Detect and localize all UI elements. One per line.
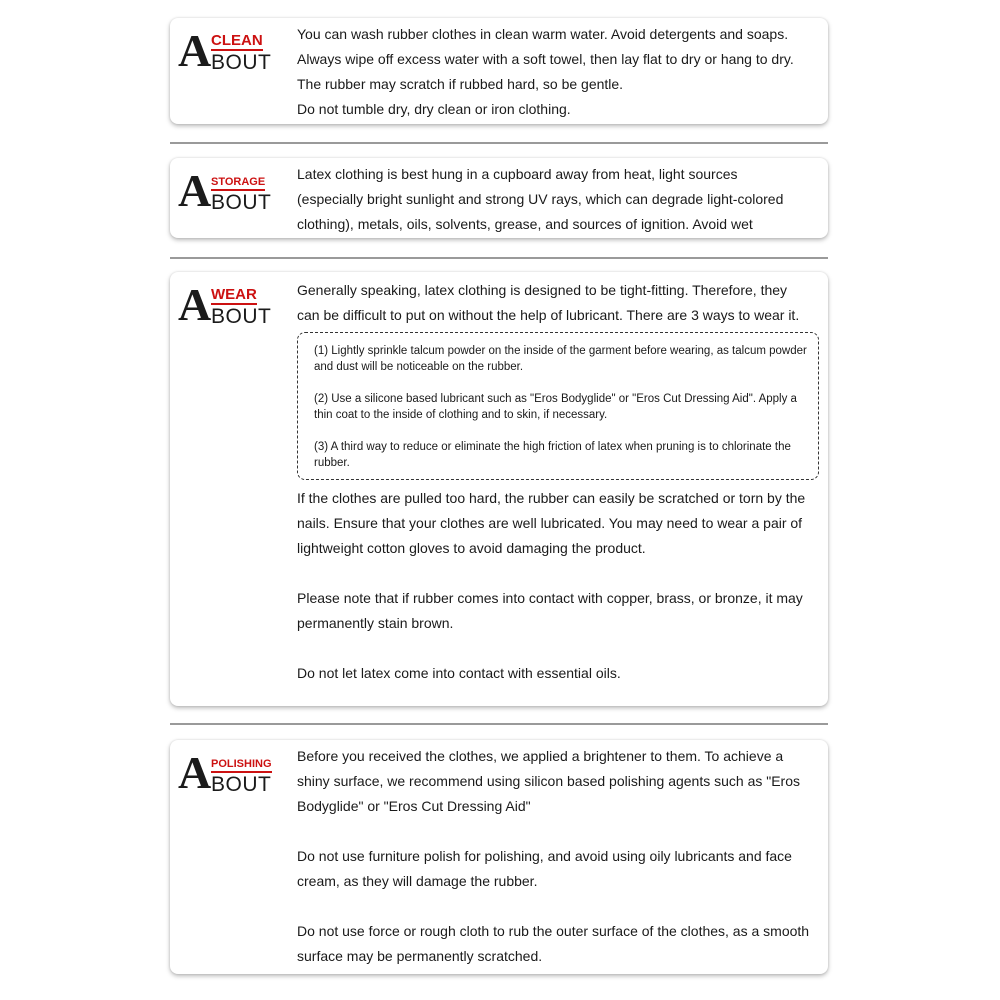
text-line: Do not let latex come into contact with essential oils. [297, 665, 621, 681]
section-divider [170, 723, 828, 725]
about-clean-logo [178, 25, 278, 80]
text-line: can be difficult to put on without the help of lubricant. There are 3 ways to wear it. [297, 307, 800, 323]
clean-text [297, 22, 825, 122]
text-line: Latex clothing is best hung in a cupboard away from heat, light sources [297, 166, 738, 182]
about-wear-logo [178, 279, 278, 334]
logo-word-wear: WEAR [211, 286, 257, 303]
text-line: The rubber may scratch if rubbed hard, so be gentle. [297, 76, 624, 92]
text-line: cream, as they will damage the rubber. [297, 873, 538, 889]
logo-word-storage: STORAGE [211, 175, 265, 191]
text-line: Do not use force or rough cloth to rub the outer surface of the clothes, as a smooth [297, 923, 810, 939]
text-line: shiny surface, we recommend using silicon based polishing agents such as "Eros [297, 773, 801, 789]
text-line: permanently stain brown. [297, 615, 454, 631]
text-line: Please note that if rubber comes into contact with copper, brass, or bronze, it may [297, 590, 803, 606]
text-line: If the clothes are pulled too hard, the rubber can easily be scratched or torn by the [297, 490, 806, 506]
text-line: Bodyglide" or "Eros Cut Dressing Aid" [297, 798, 531, 814]
clean-card [170, 18, 828, 124]
wear-tips-box [297, 332, 819, 480]
about-storage-logo [178, 165, 278, 220]
about-polishing-logo [178, 747, 278, 802]
wear-tip: (3) A third way to reduce or eliminate the high friction of latex when pruning is to chlorinate the rubber. [314, 441, 791, 469]
logo-word-polishing: POLISHING [211, 757, 272, 773]
wear-tip: (1) Lightly sprinkle talcum powder on the inside of the garment before wearing, as talcum powder and dust will be noticeable on the rubber. [314, 345, 807, 373]
wear-text [297, 278, 825, 686]
text-line: You can wash rubber clothes in clean warm water. Avoid detergents and soaps. [297, 26, 789, 42]
wear-tip: (2) Use a silicone based lubricant such as "Eros Bodyglide" or "Eros Cut Dressing Aid". Apply a thin coat to the inside of clothing and to skin, if necessary. [314, 393, 797, 421]
text-line: Generally speaking, latex clothing is designed to be tight-fitting. Therefore, they [297, 282, 788, 298]
section-divider [170, 142, 828, 144]
text-line: lightweight cotton gloves to avoid damaging the product. [297, 540, 646, 556]
logo-word-about: BOUT [211, 773, 272, 796]
logo-letter-a: A [178, 25, 212, 76]
text-line: (especially bright sunlight and strong UV rays, which can degrade light-colored [297, 191, 784, 207]
wear-card [170, 272, 828, 706]
text-line: Do not tumble dry, dry clean or iron clothing. [297, 101, 571, 117]
polishing-card [170, 740, 828, 974]
text-line: Do not use furniture polish for polishing, and avoid using oily lubricants and face [297, 848, 792, 864]
polishing-text [297, 744, 827, 969]
storage-card [170, 158, 828, 238]
logo-letter-a: A [178, 279, 212, 330]
storage-text [297, 162, 825, 237]
text-line: surface may be permanently scratched. [297, 948, 543, 964]
text-line: clothing), metals, oils, solvents, grease, and sources of ignition. Avoid wet [297, 216, 753, 232]
logo-word-clean: CLEAN [211, 32, 263, 49]
logo-word-about: BOUT [211, 51, 272, 74]
text-line: Before you received the clothes, we applied a brightener to them. To achieve a [297, 748, 784, 764]
logo-letter-a: A [178, 165, 212, 216]
section-divider [170, 257, 828, 259]
logo-letter-a: A [178, 747, 212, 798]
logo-word-about: BOUT [211, 305, 272, 328]
text-line: nails. Ensure that your clothes are well lubricated. You may need to wear a pair of [297, 515, 803, 531]
logo-word-about: BOUT [211, 191, 272, 214]
text-line: Always wipe off excess water with a soft towel, then lay flat to dry or hang to dry. [297, 51, 794, 67]
